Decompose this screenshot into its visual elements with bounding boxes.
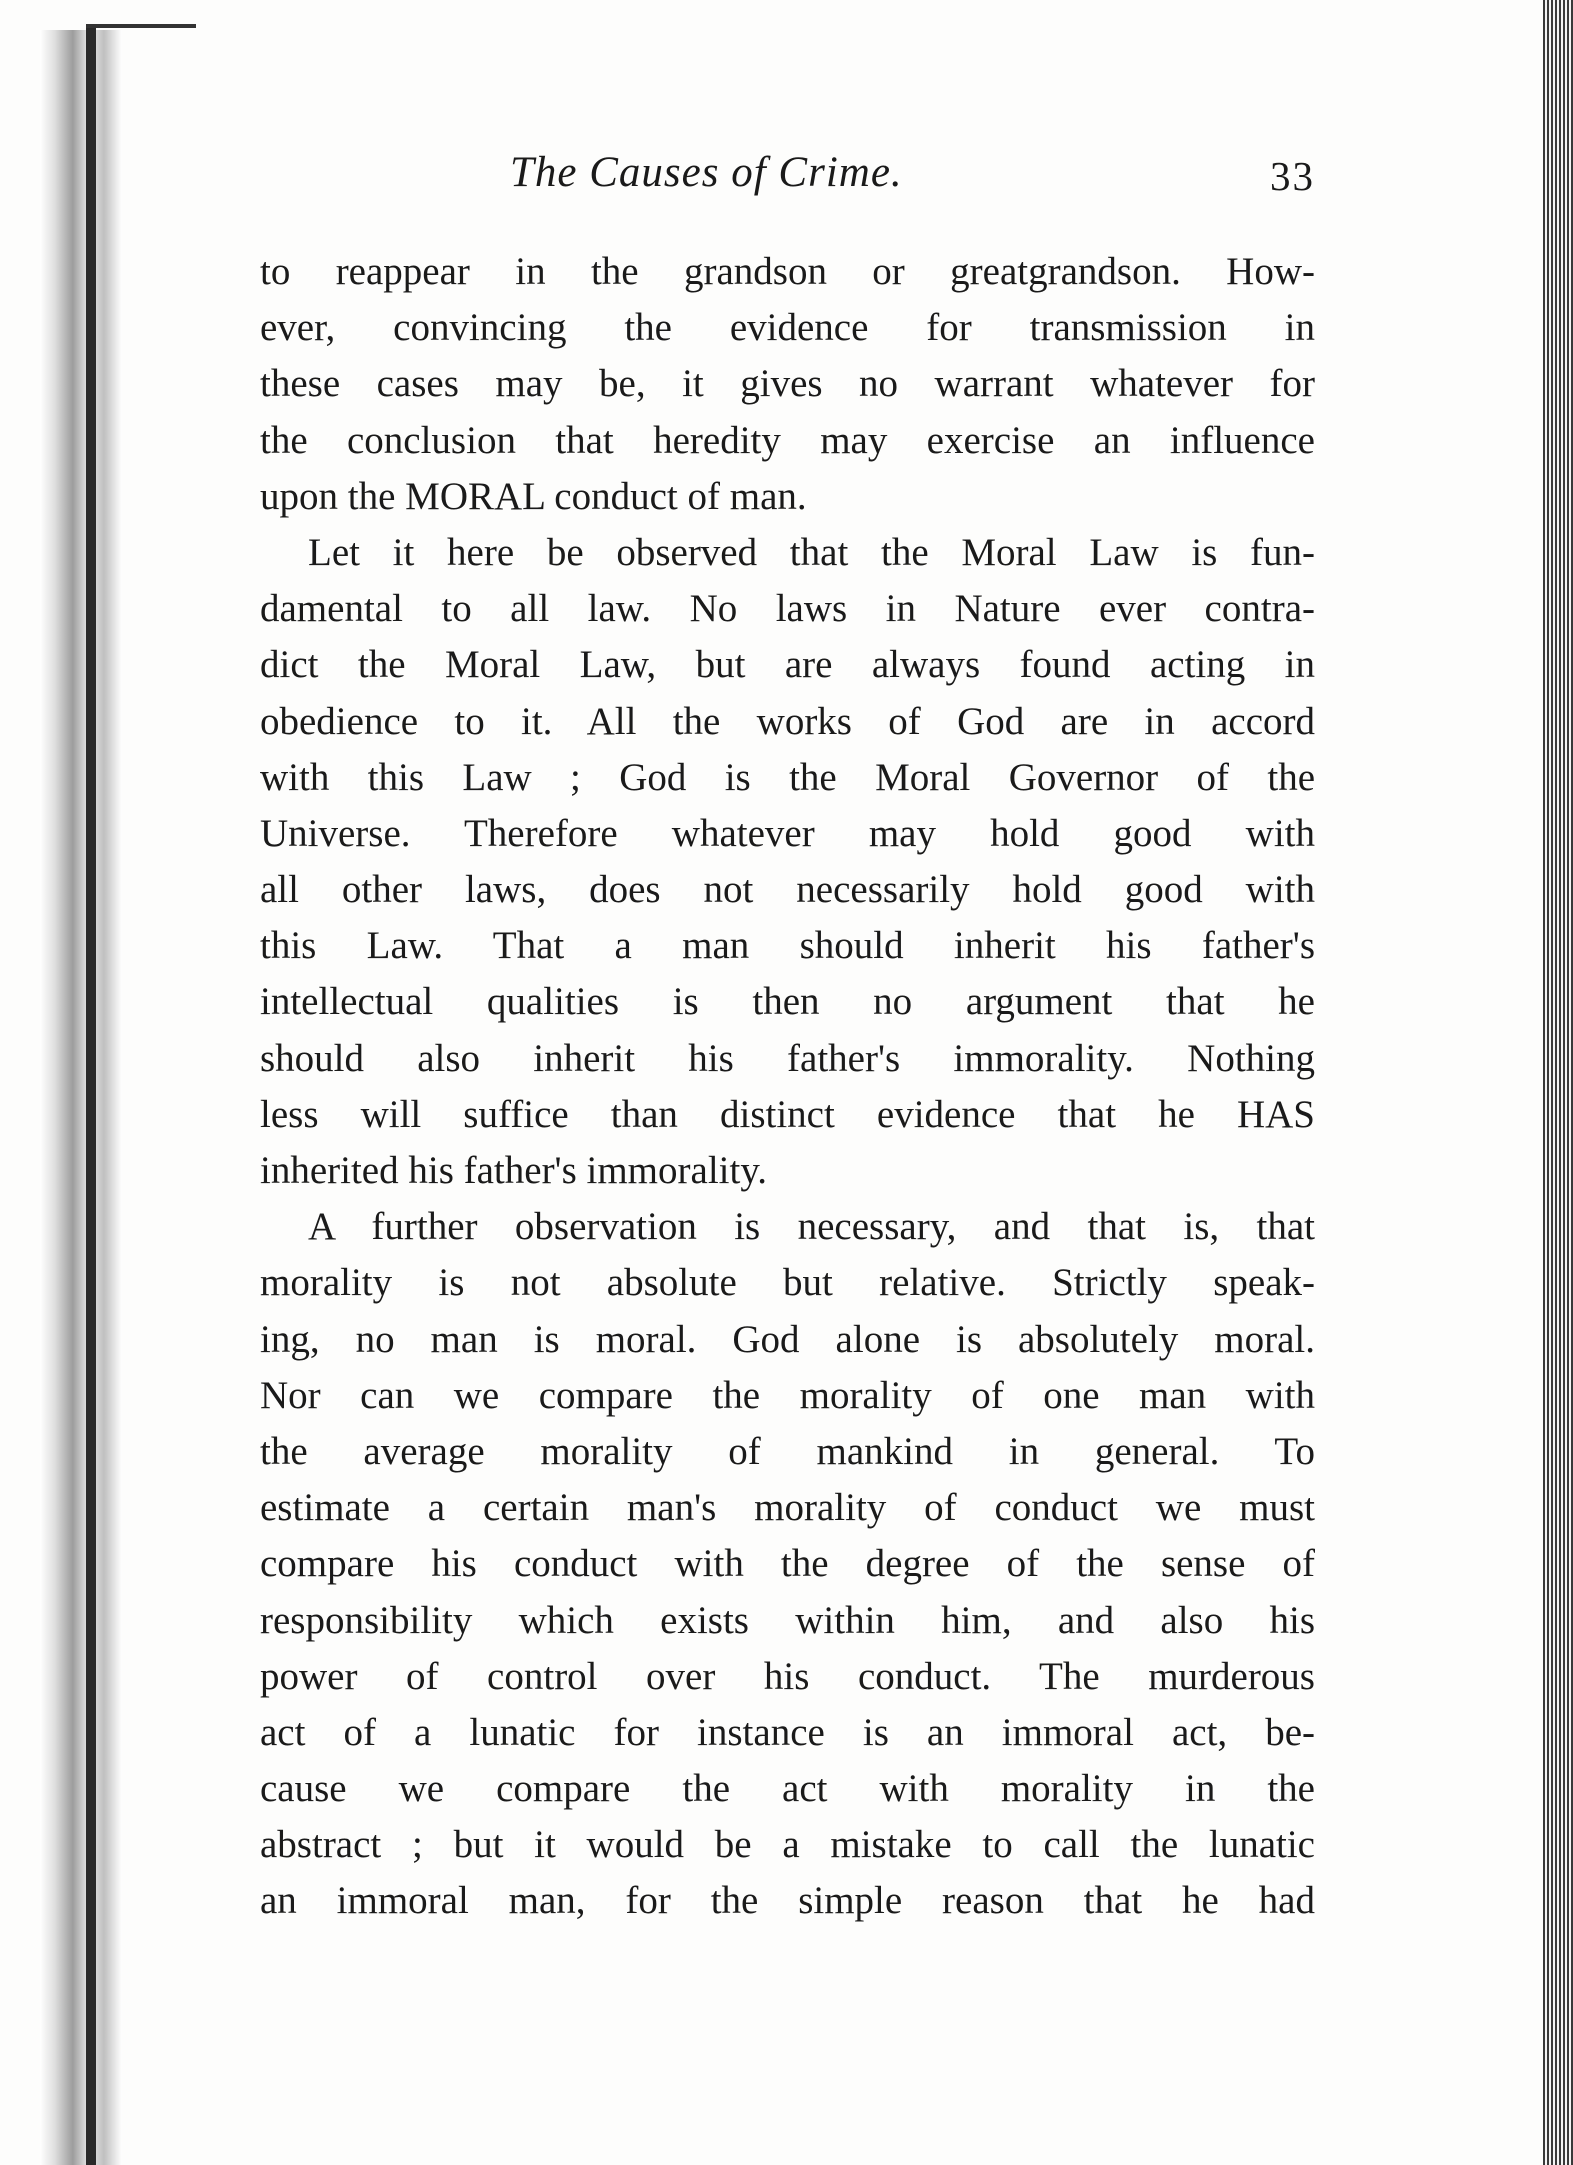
text-line: compare his conduct with the degree of the sense of <box>260 1542 1315 1586</box>
text-line: obedience to it. All the works of God are in accord <box>260 699 1315 743</box>
binding-edge <box>86 28 96 2165</box>
text-line: the conclusion that heredity may exercise an influence <box>260 418 1315 462</box>
text-line: damental to all law. No laws in Nature ever contra- <box>260 587 1315 631</box>
text-line: less will suffice than distinct evidence that he HAS <box>260 1092 1315 1136</box>
text-line: Nor can we compare the morality of one man with <box>260 1373 1315 1417</box>
text-line: all other laws, does not necessarily hold good with <box>260 868 1315 912</box>
text-line: Universe. Therefore whatever may hold good with <box>260 811 1315 855</box>
text-line: this Law. That a man should inherit his father's <box>260 924 1315 968</box>
text-line: responsibility which exists within him, and also his <box>260 1598 1315 1642</box>
text-line: Let it here be observed that the Moral Law is fun- <box>308 530 1315 574</box>
text-line: ing, no man is moral. God alone is absolutely moral. <box>260 1317 1315 1361</box>
text-line: with this Law ; God is the Moral Governor of the <box>260 755 1315 799</box>
text-line: to reappear in the grandson or greatgrandson. How- <box>260 250 1315 293</box>
text-line: power of control over his conduct. The murderous <box>260 1654 1315 1698</box>
text-line: estimate a certain man's morality of conduct we must <box>260 1486 1315 1530</box>
text-line: the average morality of mankind in general. To <box>260 1429 1315 1473</box>
text-line: A further observation is necessary, and that is, that <box>308 1205 1315 1249</box>
binding-gutter <box>40 30 122 2165</box>
running-title: The Causes of Crime. <box>510 149 903 196</box>
text-line: abstract ; but it would be a mistake to call the lunatic <box>260 1823 1315 1867</box>
page-number: 33 <box>1270 153 1315 199</box>
text-line: upon the MORAL conduct of man. <box>260 474 807 518</box>
text-line: act of a lunatic for instance is an immoral act, be- <box>260 1710 1315 1754</box>
text-line: these cases may be, it gives no warrant whatever for <box>260 362 1315 406</box>
body-text <box>260 244 1315 1930</box>
text-line: ever, convincing the evidence for transmission in <box>260 306 1315 350</box>
text-line: an immoral man, for the simple reason that he had <box>260 1879 1315 1923</box>
text-line: intellectual qualities is then no argument that he <box>260 980 1315 1024</box>
text-line: dict the Moral Law, but are always found acting in <box>260 643 1315 687</box>
binding-top-line <box>86 24 196 28</box>
text-line: should also inherit his father's immorality. Nothing <box>260 1036 1315 1080</box>
page-header <box>260 148 1315 218</box>
text-line: cause we compare the act with morality in the <box>260 1767 1315 1811</box>
page-edge-right <box>1543 0 1573 2165</box>
text-line: inherited his father's immorality. <box>260 1149 768 1192</box>
text-line: morality is not absolute but relative. Strictly speak- <box>260 1261 1315 1305</box>
